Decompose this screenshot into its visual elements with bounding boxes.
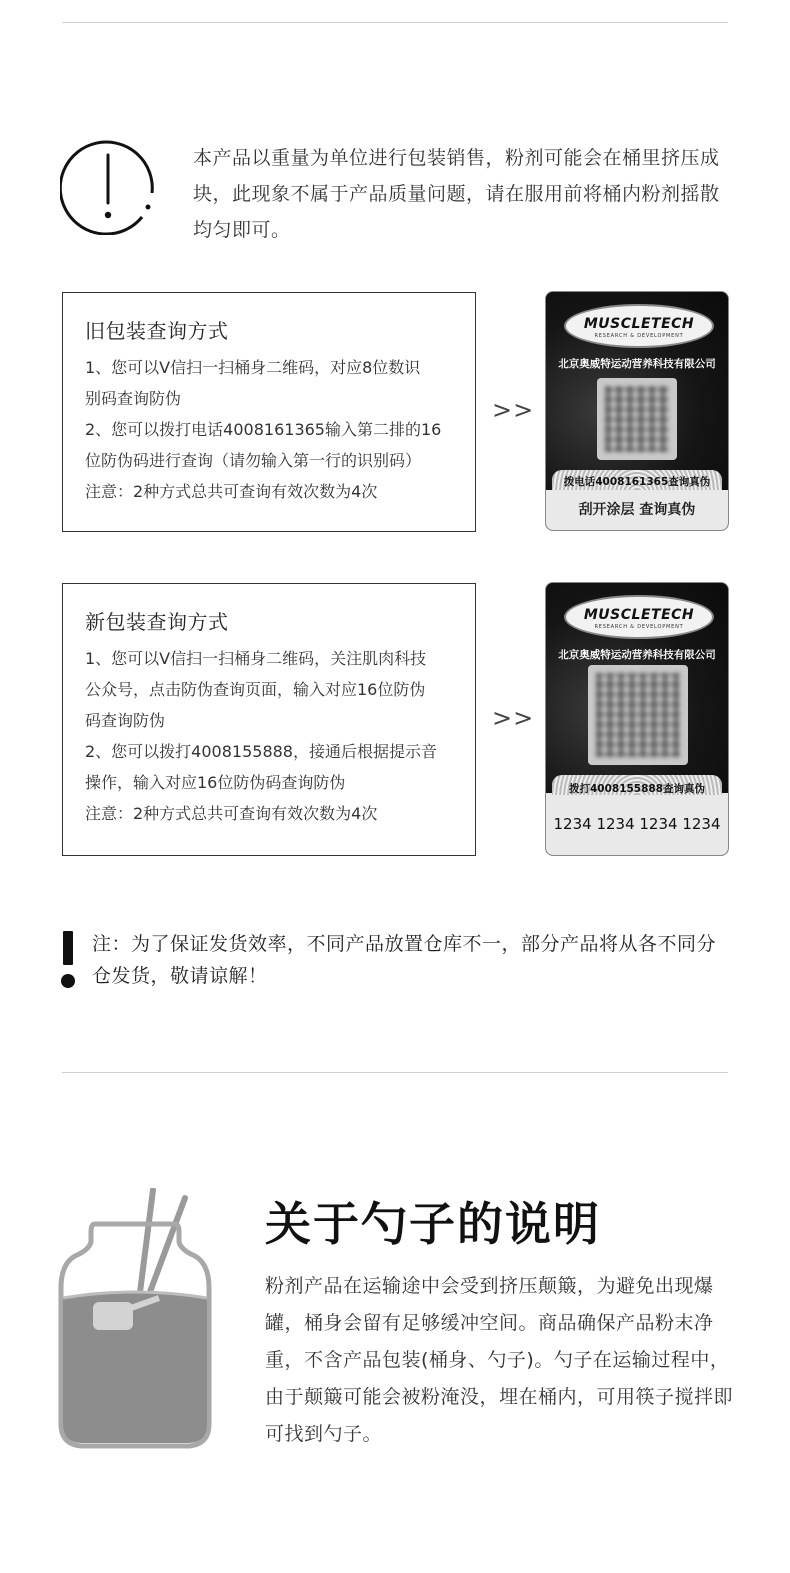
- new-packaging-line: 2、您可以拨打4008155888，接通后根据提示音: [85, 742, 437, 761]
- old-packaging-line: 别码查询防伪: [85, 389, 182, 408]
- brand-sub-text: RESEARCH & DEVELOPMENT: [594, 624, 684, 630]
- top-divider: [62, 22, 728, 23]
- exclamation-mark-icon: [60, 931, 76, 989]
- section-divider: [62, 1072, 728, 1073]
- new-packaging-title: 新包装查询方式: [85, 610, 229, 634]
- muscletech-logo: [564, 595, 714, 639]
- old-packaging-line: 2、您可以拨打电话4008161365输入第二排的16: [85, 420, 442, 439]
- label-footer: 刮开涂层 查询真伪: [546, 490, 728, 530]
- qr-code-blurred: [597, 378, 677, 460]
- new-anti-counterfeit-label: [545, 582, 729, 856]
- old-packaging-box: [62, 292, 476, 532]
- new-packaging-box: [62, 583, 476, 856]
- label-serial-number: 1234 1234 1234 1234: [546, 793, 728, 855]
- spoon-section-title: 关于勺子的说明: [265, 1197, 601, 1251]
- new-packaging-line: 注意：2种方式总共可查询有效次数为4次: [85, 804, 378, 823]
- shipping-note-text: 注：为了保证发货效率，不同产品放置仓库不一，部分产品将从各不同分仓发货，敬请谅解！: [92, 933, 717, 987]
- new-packaging-line: 码查询防伪: [85, 711, 166, 730]
- old-packaging-line: 注意：2种方式总共可查询有效次数为4次: [85, 482, 378, 501]
- old-packaging-line: 1、您可以V信扫一扫桶身二维码，对应8位数识: [85, 358, 421, 377]
- muscletech-logo: [564, 304, 714, 348]
- company-name: 北京奥威特运动营养科技有限公司: [558, 649, 716, 661]
- old-anti-counterfeit-label: [545, 291, 729, 531]
- brand-sub-text: RESEARCH & DEVELOPMENT: [594, 333, 684, 339]
- spoon-section-text: 粉剂产品在运输途中会受到挤压颠簸，为避免出现爆罐，桶身会留有足够缓冲空间。商品确保产品粉末净重，不含产品包装(桶身、勺子)。勺子在运输过程中，由于颠簸可能会被粉淹没，埋在桶内，可用筷子搅拌即可找到勺子。: [265, 1275, 734, 1445]
- new-packaging-line: 操作，输入对应16位防伪码查询防伪: [85, 773, 346, 792]
- old-packaging-title: 旧包装查询方式: [85, 319, 229, 343]
- notice-text: 本产品以重量为单位进行包装销售，粉剂可能会在桶里挤压成块，此现象不属于产品质量问题，请在服用前将桶内粉剂摇散均匀即可。: [193, 147, 720, 241]
- old-packaging-line: 位防伪码进行查询（请勿输入第一行的识别码）: [85, 451, 422, 470]
- label-phone-text: 拨电话4008161365查询真伪: [563, 476, 711, 488]
- brand-text: MUSCLETECH: [583, 607, 695, 623]
- brand-text: MUSCLETECH: [583, 316, 695, 332]
- new-packaging-line: 公众号，点击防伪查询页面，输入对应16位防伪: [85, 680, 426, 699]
- powder-jar-with-spoon-icon: [55, 1188, 215, 1453]
- label-phone-text: 拨打4008155888查询真伪: [568, 783, 706, 795]
- qr-code-blurred: [588, 665, 688, 765]
- new-packaging-line: 1、您可以V信扫一扫桶身二维码，关注肌肉科技: [85, 649, 427, 668]
- exclamation-circle-icon: [60, 135, 160, 235]
- new-packaging-arrow: >>: [492, 704, 535, 732]
- company-name: 北京奥威特运动营养科技有限公司: [558, 358, 716, 370]
- old-packaging-arrow: >>: [492, 396, 535, 424]
